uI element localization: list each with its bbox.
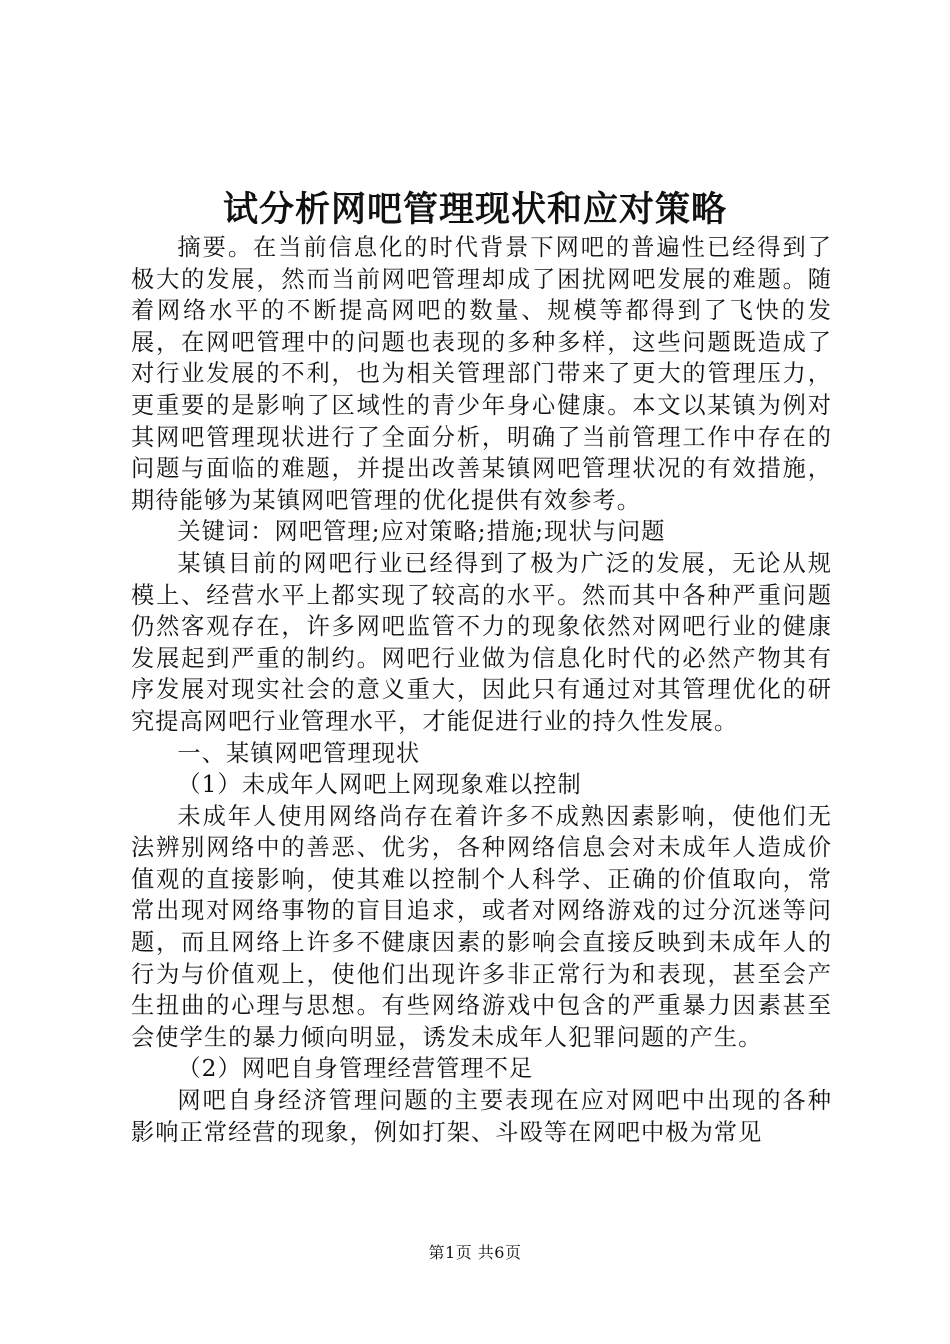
subsection-heading-2: （2）网吧自身管理经营管理不足 <box>177 1055 534 1083</box>
document-title: 试分析网吧管理现状和应对策略 <box>222 189 727 230</box>
document-body <box>131 232 832 1148</box>
subsection-paragraph-1: 未成年人使用网络尚存在着许多不成熟因素影响，使他们无法辨别网络中的善恶、优劣，各种网络信息会对未成年人造成价值观的直接影响，使其难以控制个人科学、正确的价值取向，常常出现对网络事物的盲目追求，或者对网络游戏的过分沉迷等问题，而且网络上许多不健康因素的影响会直接反映到未成年人的行为与价值观上，使他们出现许多非正常行为和表现，甚至会产生扭曲的心理与思想。有些网络游戏中包含的严重暴力因素甚至会使学生的暴力倾向明显，诱发未成年人犯罪问题的产生。 <box>131 802 832 1051</box>
abstract-paragraph: 摘要。在当前信息化的时代背景下网吧的普遍性已经得到了极大的发展，然而当前网吧管理却成了困扰网吧发展的难题。随着网络水平的不断提高网吧的数量、规模等都得到了飞快的发展，在网吧管理中的问题也表现的多种多样，这些问题既造成了对行业发展的不利，也为相关管理部门带来了更大的管理压力，更重要的是影响了区域性的青少年身心健康。本文以某镇为例对其网吧管理现状进行了全面分析，明确了当前管理工作中存在的问题与面临的难题，并提出改善某镇网吧管理状况的有效措施，期待能够为某镇网吧管理的优化提供有效参考。 <box>131 234 832 514</box>
subsection-heading-1: （1）未成年人网吧上网现象难以控制 <box>177 771 582 799</box>
section-heading-1: 一、某镇网吧管理现状 <box>177 739 421 767</box>
subsection-paragraph-2: 网吧自身经济管理问题的主要表现在应对网吧中出现的各种影响正常经营的现象，例如打架、斗殴等在网吧中极为常见 <box>131 1087 832 1146</box>
intro-paragraph: 某镇目前的网吧行业已经得到了极为广泛的发展，无论从规模上、经营水平上都实现了较高的水平。然而其中各种严重问题仍然客观存在，许多网吧监管不力的现象依然对网吧行业的健康发展起到严重的制约。网吧行业做为信息化时代的必然产物其有序发展对现实社会的意义重大，因此只有通过对其管理优化的研究提高网吧行业管理水平，才能促进行业的持久性发展。 <box>131 549 832 735</box>
keywords-line: 关键词：网吧管理;应对策略;措施;现状与问题 <box>177 518 666 546</box>
page-footer: 第1页 共6页 <box>428 1243 522 1262</box>
